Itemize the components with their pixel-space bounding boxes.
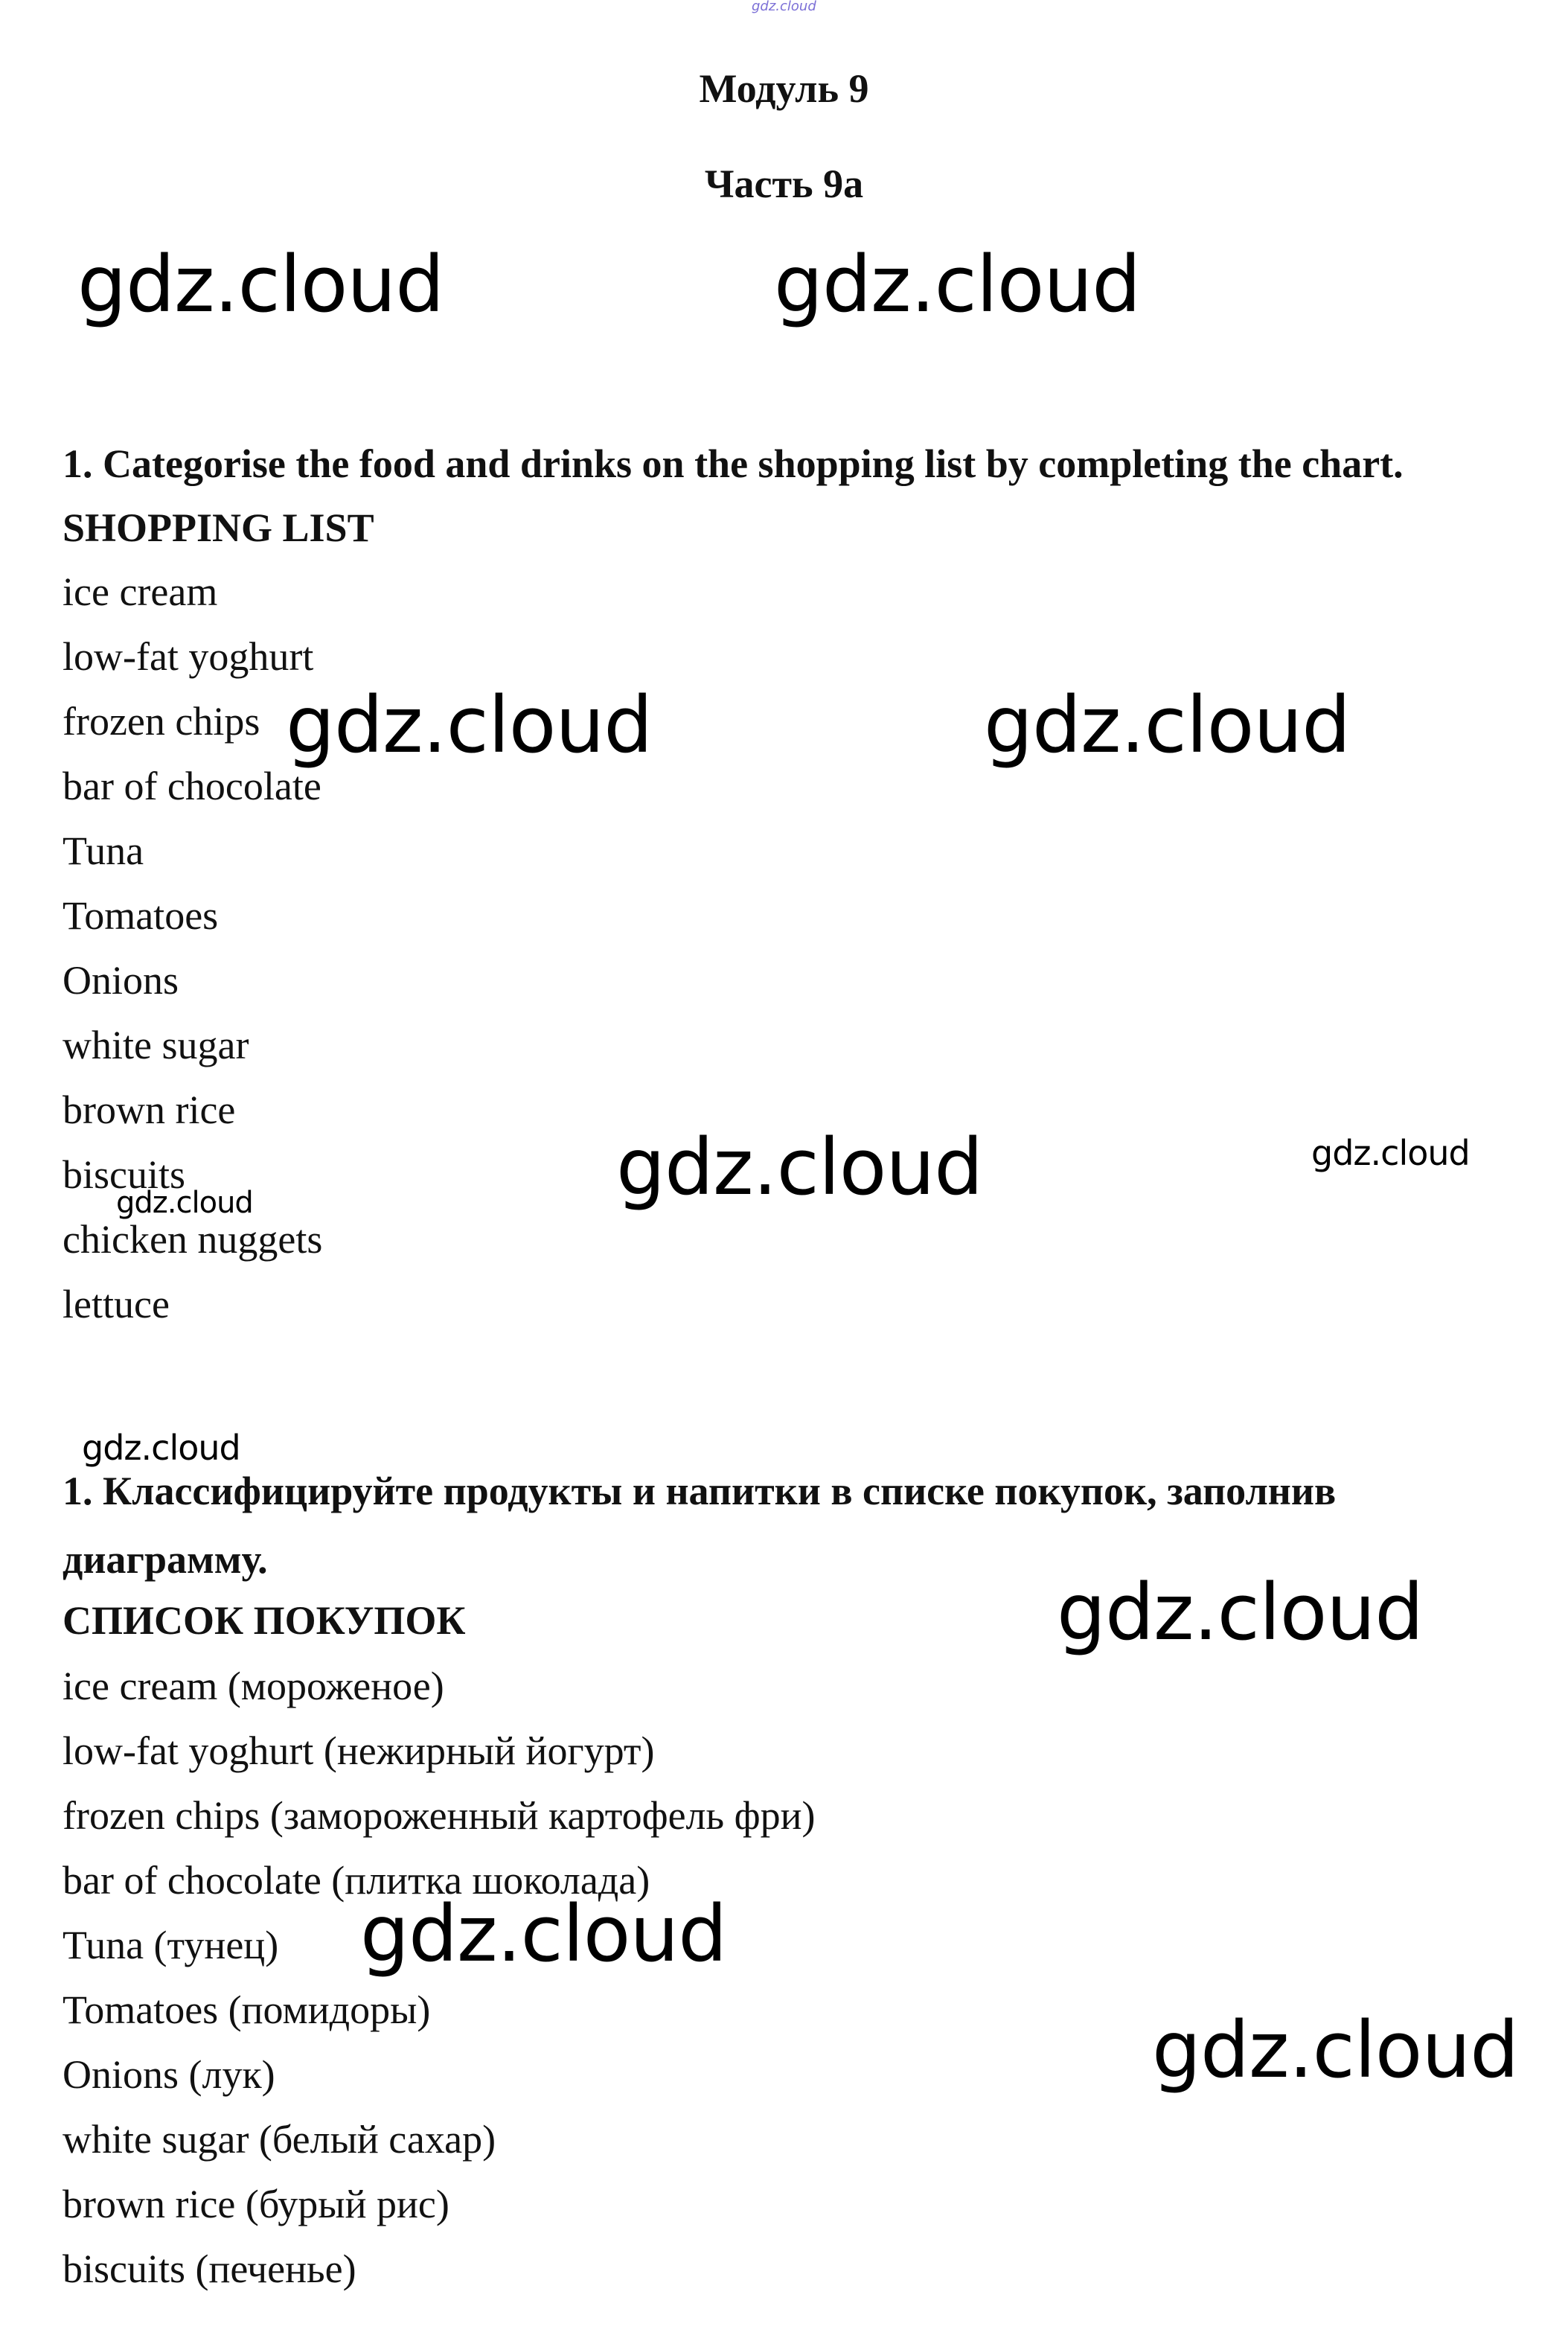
- task-russian-line1: 1. Классифицируйте продукты и напитки в списке покупок, заполнив: [63, 1469, 1337, 1513]
- list-item: brown rice: [63, 1088, 236, 1132]
- list-item-russian: frozen chips (замороженный картофель фри): [63, 1793, 816, 1838]
- list-item-russian: Onions (лук): [63, 2052, 275, 2097]
- list-item: lettuce: [63, 1282, 170, 1326]
- watermark: gdz.cloud: [82, 1428, 240, 1468]
- watermark: gdz.cloud: [774, 239, 1141, 330]
- watermark: gdz.cloud: [116, 1186, 253, 1220]
- shopping-list-title: SHOPPING LIST: [63, 505, 374, 550]
- list-item: ice cream: [63, 569, 218, 614]
- list-item-russian: low-fat yoghurt (нежирный йогурт): [63, 1728, 655, 1773]
- watermark: gdz.cloud: [616, 1122, 983, 1213]
- watermark: gdz.cloud: [286, 680, 653, 770]
- list-item: Onions: [63, 958, 179, 1003]
- watermark: gdz.cloud: [984, 680, 1351, 770]
- task-english: 1. Categorise the food and drinks on the shopping list by completing the chart.: [63, 441, 1404, 486]
- shopping-list-title-russian: СПИСОК ПОКУПОК: [63, 1598, 466, 1643]
- list-item-russian: brown rice (бурый рис): [63, 2182, 449, 2226]
- list-item: frozen chips: [63, 699, 260, 744]
- watermark: gdz.cloud: [1152, 2005, 1519, 2095]
- watermark: gdz.cloud: [77, 239, 444, 330]
- list-item-russian: ice cream (мороженое): [63, 1664, 444, 1708]
- list-item: bar of chocolate: [63, 764, 321, 808]
- list-item: biscuits: [63, 1152, 186, 1197]
- watermark-top: gdz.cloud: [752, 0, 816, 14]
- part-title: Часть 9а: [704, 162, 864, 206]
- module-title: Модуль 9: [699, 66, 869, 111]
- list-item-russian: bar of chocolate (плитка шоколада): [63, 1858, 650, 1903]
- list-item: chicken nuggets: [63, 1217, 323, 1262]
- list-item: Tomatoes: [63, 893, 219, 938]
- watermark: gdz.cloud: [1311, 1133, 1470, 1173]
- list-item: Tuna: [63, 828, 144, 873]
- list-item-russian: Tuna (тунец): [63, 1923, 279, 1967]
- list-item: low-fat yoghurt: [63, 634, 314, 679]
- list-item: white sugar: [63, 1023, 249, 1067]
- task-russian-line2: диаграмму.: [63, 1537, 268, 1582]
- list-item-russian: Tomatoes (помидоры): [63, 1987, 431, 2032]
- watermark: gdz.cloud: [360, 1888, 727, 1979]
- watermark: gdz.cloud: [1057, 1567, 1424, 1658]
- list-item-russian: white sugar (белый сахар): [63, 2117, 496, 2162]
- list-item-russian: biscuits (печенье): [63, 2246, 356, 2291]
